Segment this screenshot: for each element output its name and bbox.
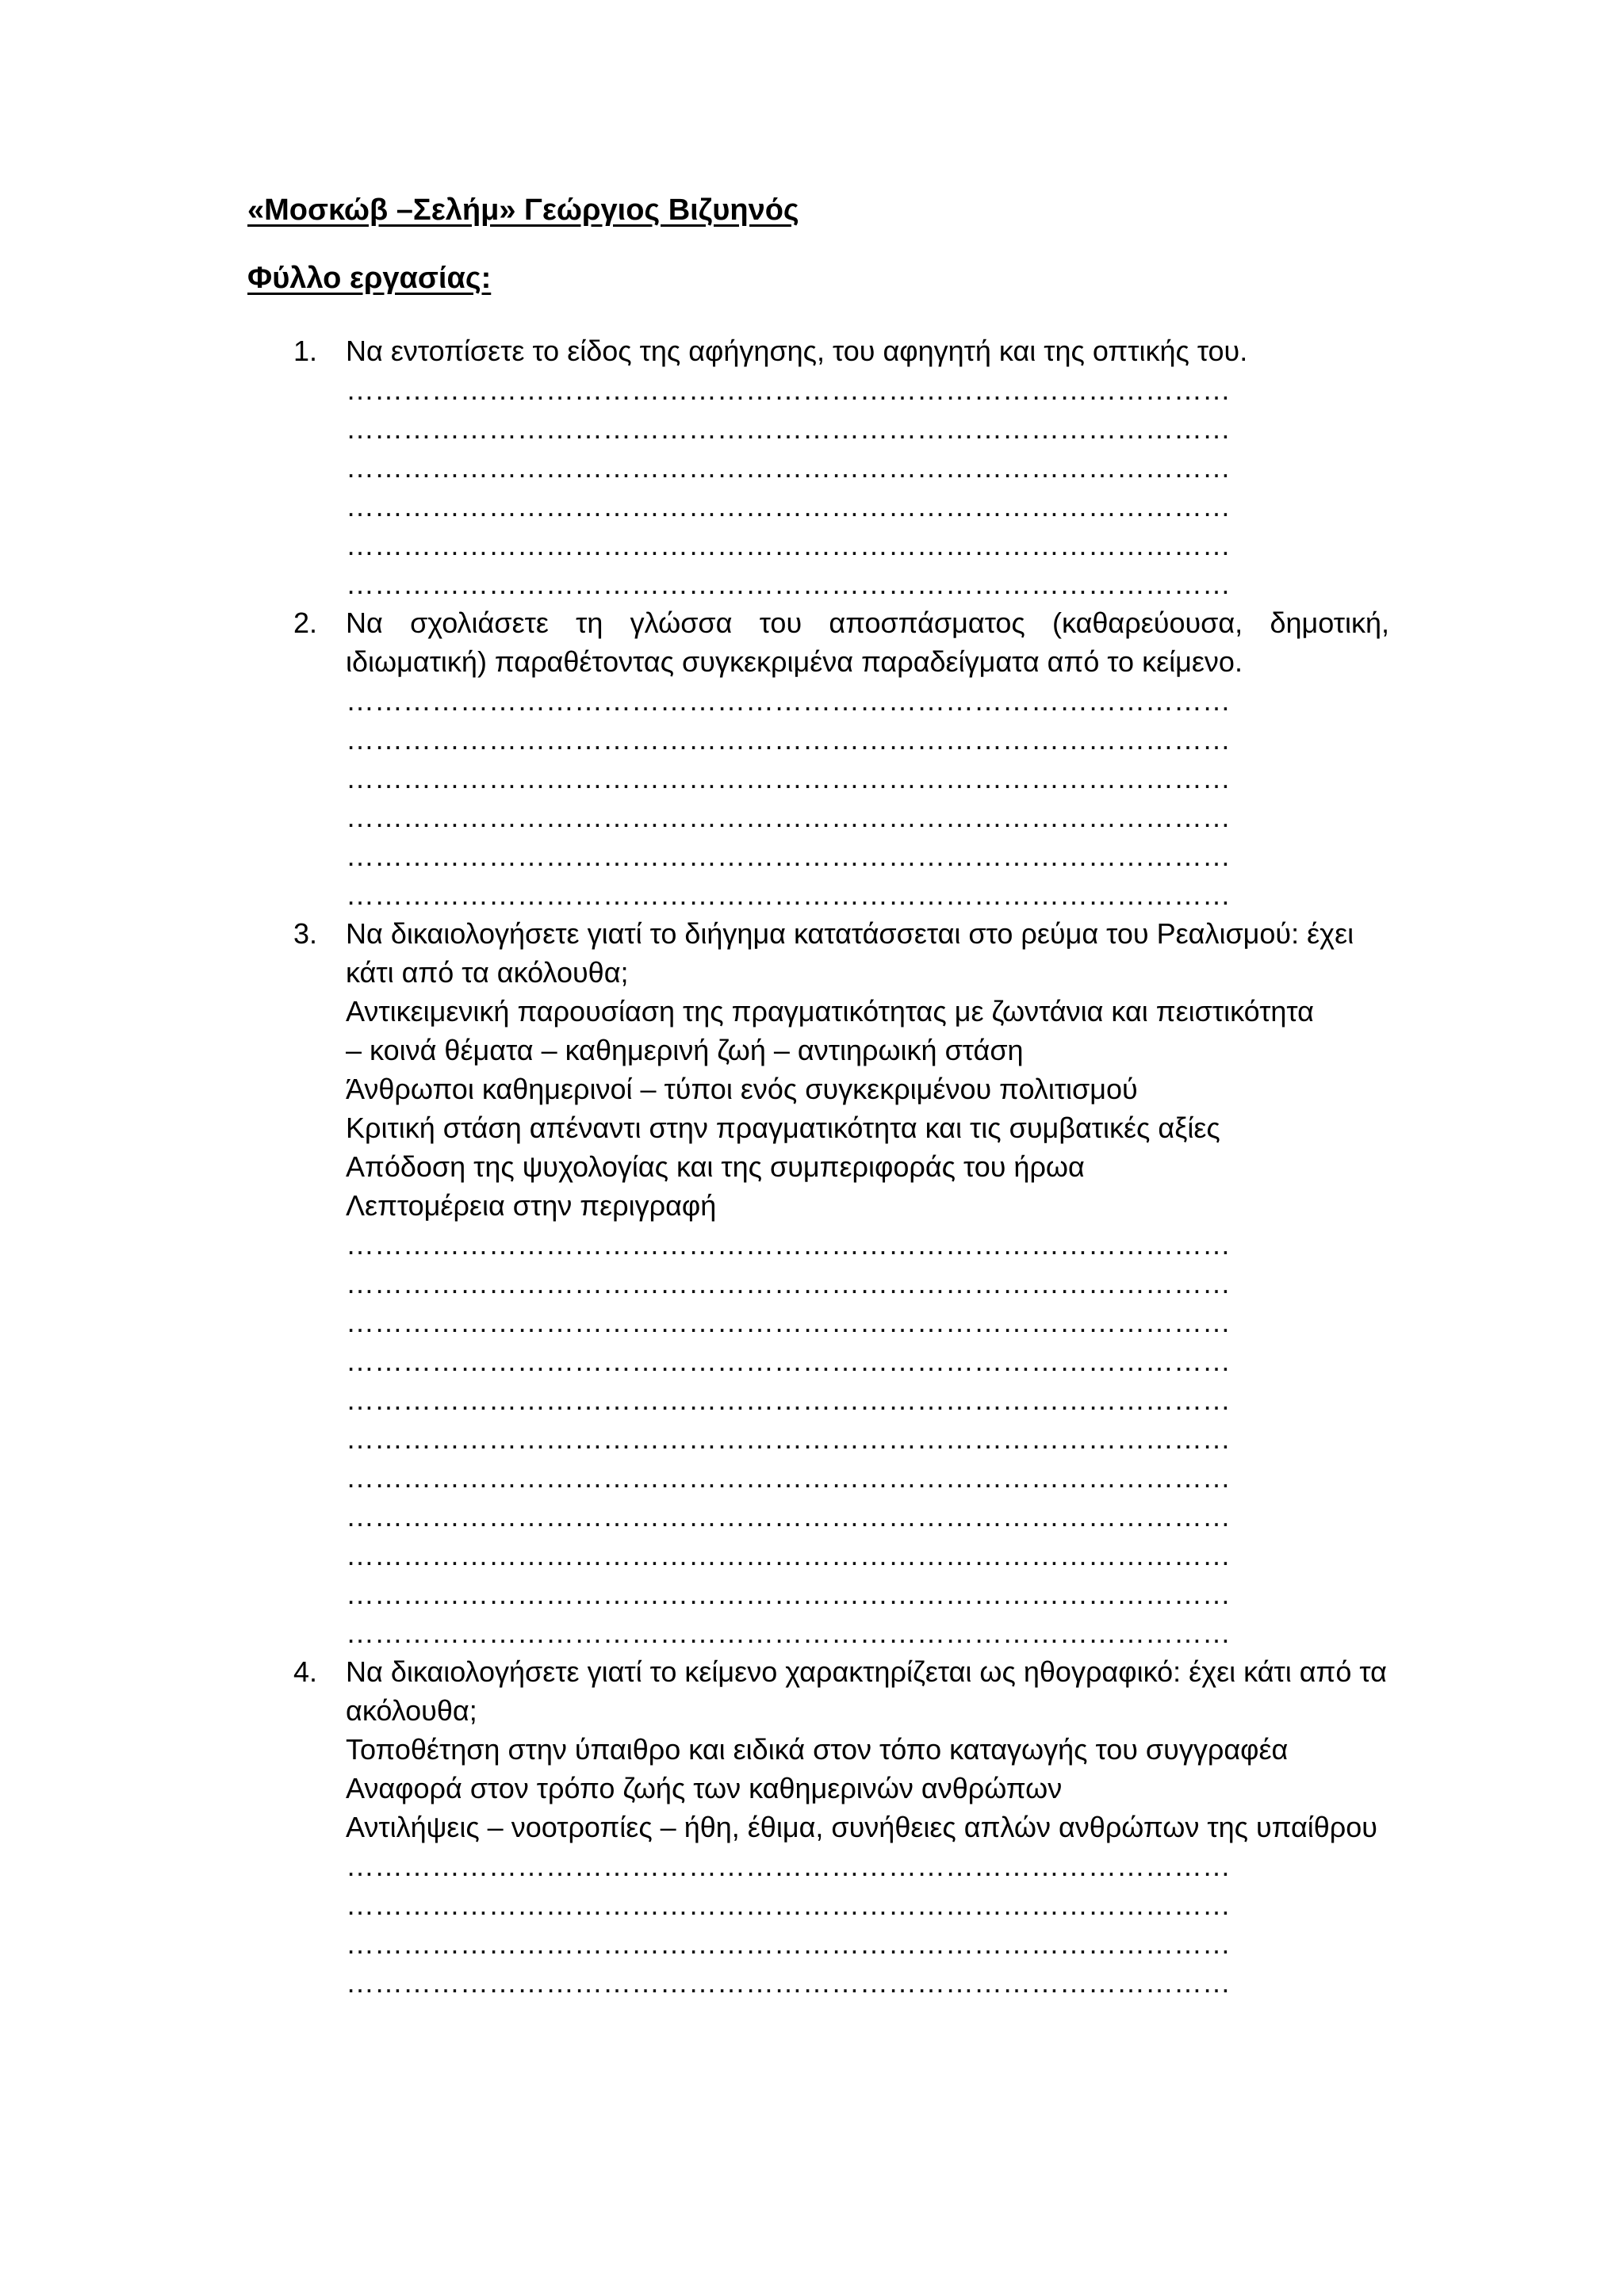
answer-line[interactable]: ………………………………………………………………………………… — [346, 1850, 1231, 1882]
question-item — [295, 331, 1389, 603]
question-option: Αντικειμενική παρουσίαση της πραγματικότητας με ζωντάνια και πειστικότητα — [346, 995, 1314, 1027]
answer-line[interactable]: ………………………………………………………………………………… — [346, 1617, 1231, 1649]
question-option: Άνθρωποι καθημερινοί – τύποι ενός συγκεκριμένου πολιτισμού — [346, 1073, 1138, 1105]
question-text: Να δικαιολογήσετε γιατί το διήγημα κατατάσσεται στο ρεύμα του Ρεαλισμού: έχει κάτι από τα ακόλουθα; — [346, 917, 1354, 989]
question-item — [295, 603, 1389, 914]
answer-line[interactable]: ………………………………………………………………………………… — [346, 451, 1231, 484]
answer-line[interactable]: ………………………………………………………………………………… — [346, 373, 1231, 406]
question-text: Να εντοπίσετε το είδος της αφήγησης, του αφηγητή και της οπτικής του. — [346, 335, 1248, 367]
question-number: 4. — [293, 1655, 318, 1688]
answer-line[interactable]: ………………………………………………………………………………… — [346, 1461, 1231, 1494]
question-item — [295, 1652, 1389, 2002]
question-number: 2. — [293, 607, 318, 639]
answer-line[interactable]: ………………………………………………………………………………… — [346, 1306, 1231, 1338]
question-number: 3. — [293, 917, 318, 950]
answer-line[interactable]: ………………………………………………………………………………… — [346, 840, 1231, 872]
document-title: «Μοσκώβ –Σελήμ» Γεώργιος Βιζυηνός — [247, 193, 799, 227]
question-option: Απόδοση της ψυχολογίας και της συμπεριφοράς του ήρωα — [346, 1150, 1085, 1183]
question-body — [346, 1652, 1389, 2002]
answer-line[interactable]: ………………………………………………………………………………… — [346, 1888, 1231, 1921]
question-option: Αναφορά στον τρόπο ζωής των καθημερινών ανθρώπων — [346, 1772, 1063, 1804]
question-body — [346, 914, 1389, 1652]
answer-line[interactable]: ………………………………………………………………………………… — [346, 762, 1231, 794]
worksheet-heading: Φύλλο εργασίας: — [247, 262, 492, 295]
answer-line[interactable]: ………………………………………………………………………………… — [346, 1500, 1231, 1533]
question-number: 1. — [293, 335, 318, 367]
question-option: Αντιλήψεις – νοοτροπίες – ήθη, έθιμα, συνήθειες απλών ανθρώπων της υπαίθρου — [346, 1811, 1377, 1843]
answer-line[interactable]: ………………………………………………………………………………… — [346, 1927, 1231, 1960]
answer-line[interactable]: ………………………………………………………………………………… — [346, 412, 1231, 445]
answer-line[interactable]: ………………………………………………………………………………… — [346, 1228, 1231, 1261]
answer-line[interactable]: ………………………………………………………………………………… — [346, 1578, 1231, 1610]
question-option: Κριτική στάση απέναντι στην πραγματικότητα και τις συμβατικές αξίες — [346, 1112, 1220, 1144]
answer-line[interactable]: ………………………………………………………………………………… — [346, 529, 1231, 561]
question-option: – κοινά θέματα – καθημερινή ζωή – αντιηρωική στάση — [346, 1034, 1024, 1066]
answer-line[interactable]: ………………………………………………………………………………… — [346, 801, 1231, 833]
answer-line[interactable]: ………………………………………………………………………………… — [346, 1539, 1231, 1571]
answer-line[interactable]: ………………………………………………………………………………… — [346, 1422, 1231, 1455]
question-body — [346, 331, 1389, 603]
answer-line[interactable]: ………………………………………………………………………………… — [346, 723, 1231, 756]
question-option: Λεπτομέρεια στην περιγραφή — [346, 1189, 717, 1222]
question-option: Τοποθέτηση στην ύπαιθρο και ειδικά στον τόπο καταγωγής του συγγραφέα — [346, 1733, 1289, 1766]
question-list — [295, 331, 1389, 2002]
question-text: Να δικαιολογήσετε γιατί το κείμενο χαρακτηρίζεται ως ηθογραφικό: έχει κάτι από τα ακόλουθα; — [346, 1655, 1387, 1727]
answer-line[interactable]: ………………………………………………………………………………… — [346, 568, 1231, 600]
question-text: Να σχολιάσετε τη γλώσσα του αποσπάσματος (καθαρεύουσα, δημοτική, ιδιωματική) παραθέτοντας συγκεκριμένα παραδείγματα από το κείμενο. — [346, 607, 1389, 678]
answer-line[interactable]: ………………………………………………………………………………… — [346, 1345, 1231, 1377]
answer-line[interactable]: ………………………………………………………………………………… — [346, 684, 1231, 717]
answer-line[interactable]: ………………………………………………………………………………… — [346, 1267, 1231, 1299]
answer-line[interactable]: ………………………………………………………………………………… — [346, 1383, 1231, 1416]
answer-line[interactable]: ………………………………………………………………………………… — [346, 878, 1231, 911]
question-item — [295, 914, 1389, 1652]
question-body — [346, 603, 1389, 914]
answer-line[interactable]: ………………………………………………………………………………… — [346, 1966, 1231, 1999]
answer-line[interactable]: ………………………………………………………………………………… — [346, 490, 1231, 522]
